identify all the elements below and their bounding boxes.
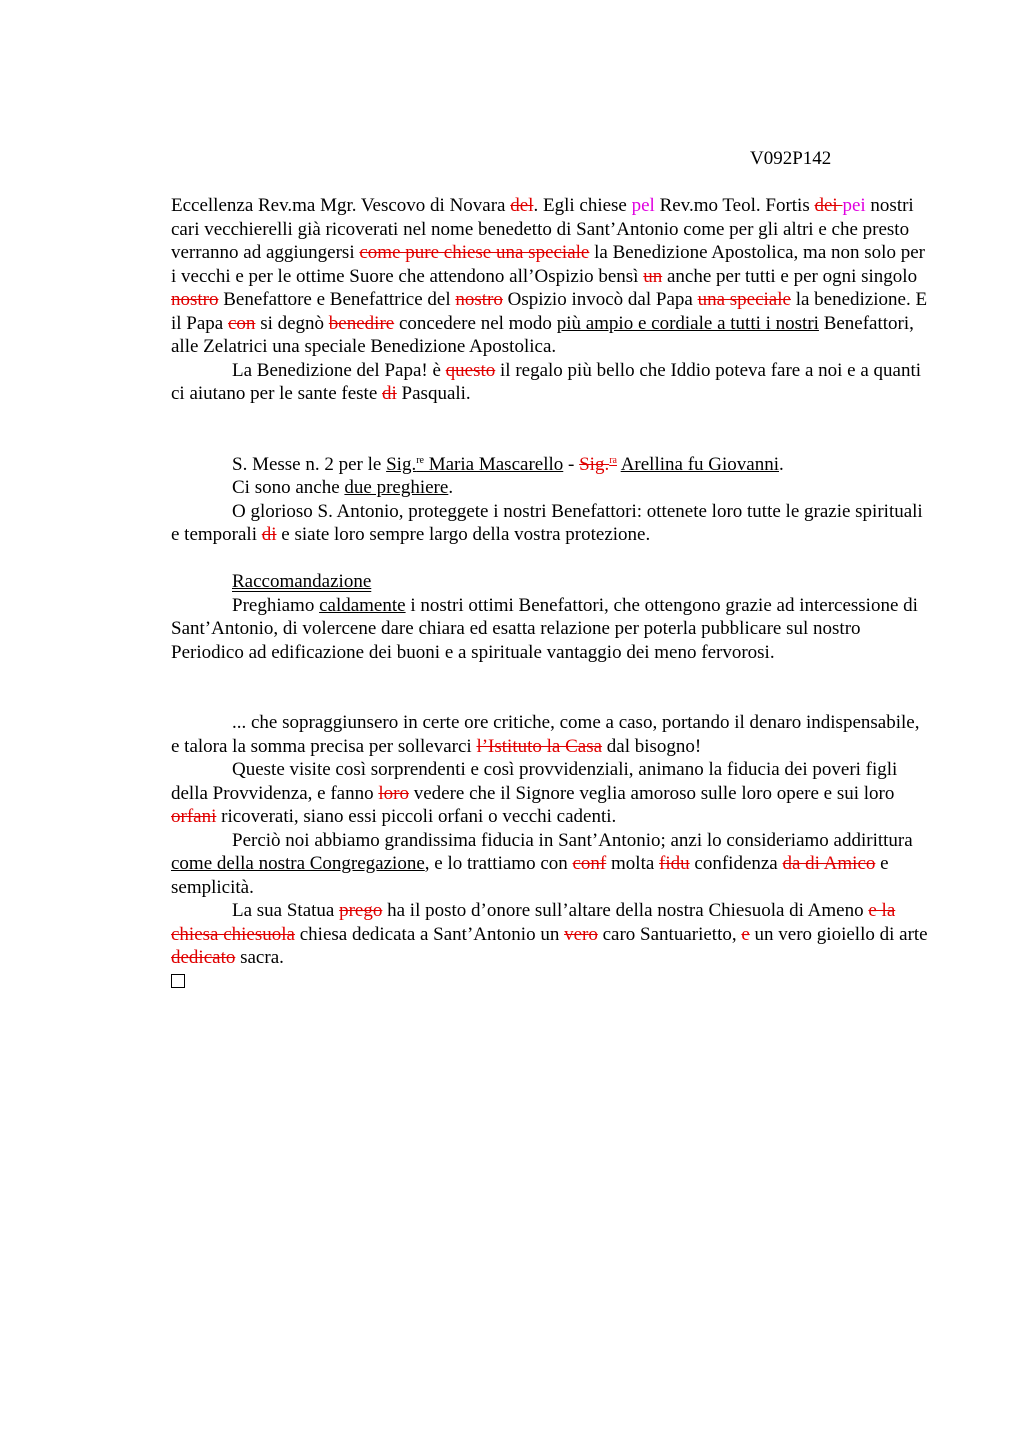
text: S. Messe n. 2 per le bbox=[232, 453, 387, 475]
text: Maria Mascarello bbox=[423, 453, 564, 475]
text: e semplicità. bbox=[171, 853, 889, 898]
deleted-text: di bbox=[261, 524, 277, 545]
text: La Benedizione del Papa! è bbox=[232, 359, 446, 381]
text: dal bisogno! bbox=[602, 735, 702, 757]
text: ricoverati, siano essi piccoli orfani o vecchi cadenti. bbox=[216, 806, 617, 827]
text: Sig. bbox=[579, 453, 610, 475]
paragraph-2 bbox=[171, 359, 931, 406]
underlined-text: Arellina fu Giovanni bbox=[620, 453, 779, 475]
section-heading bbox=[171, 570, 931, 594]
text: confidenza bbox=[689, 853, 783, 874]
paragraph-1 bbox=[171, 194, 931, 359]
deleted-text: conf bbox=[572, 853, 607, 874]
text: Eccellenza Rev.ma Mgr. Vescovo di Novara bbox=[171, 195, 511, 216]
text: Benefattore e Benefattrice del bbox=[218, 289, 456, 310]
text: sacra. bbox=[235, 947, 284, 968]
paragraph-5 bbox=[171, 500, 931, 547]
deleted-text: una speciale bbox=[697, 289, 791, 310]
superscript: re bbox=[416, 454, 424, 466]
deleted-text: da di Amico bbox=[782, 853, 876, 874]
underlined-text: come della nostra Congregazione bbox=[171, 853, 425, 874]
superscript: ra bbox=[609, 454, 617, 466]
deleted-text: l’Istituto la Casa bbox=[476, 735, 603, 757]
deleted-text: benedire bbox=[328, 312, 395, 334]
text: Perciò noi abbiamo grandissima fiducia in Sant’Antonio; anzi lo consideriamo addirittura bbox=[232, 829, 913, 851]
deleted-text: con bbox=[228, 312, 256, 334]
inserted-text: pel bbox=[631, 195, 655, 216]
paragraph-4 bbox=[171, 476, 931, 500]
text: ha il posto d’onore sull’altare della nostra Chiesuola di Ameno bbox=[382, 900, 869, 921]
deleted-text: orfani bbox=[171, 806, 217, 827]
inserted-text: pei bbox=[842, 195, 866, 216]
deleted-text: dei bbox=[814, 195, 843, 216]
square-icon bbox=[171, 974, 185, 988]
document-body bbox=[171, 194, 931, 994]
page-id: V092P142 bbox=[750, 148, 832, 169]
paragraph-7 bbox=[171, 594, 931, 665]
text: e siate loro sempre largo della vostra protezione. bbox=[276, 524, 651, 545]
deleted-text: come pure chiese una speciale bbox=[359, 242, 590, 263]
text: . bbox=[778, 453, 784, 475]
deleted-text: di bbox=[382, 383, 397, 404]
text: Queste visite così sorprendenti e così provvidenziali, animano la fiducia dei poveri figli della Provvidenza, e fanno bbox=[171, 759, 898, 804]
text: chiesa dedicata a Sant’Antonio un bbox=[294, 923, 565, 945]
deleted-text: un bbox=[643, 265, 663, 287]
text: . Egli chiese bbox=[533, 195, 632, 216]
underlined-text: più ampio e cordiale a tutti i nostri bbox=[556, 312, 819, 334]
deleted-text: prego bbox=[339, 900, 383, 921]
end-marker bbox=[171, 970, 931, 995]
heading-text: Raccomandazione bbox=[232, 571, 372, 592]
text: caro Santuarietto, bbox=[597, 923, 742, 945]
text: O glorioso S. Antonio, proteggete i nostri Benefattori: ottenete loro tutte le grazie spirituali e temporali bbox=[171, 500, 923, 545]
text: Ci sono anche bbox=[232, 477, 345, 498]
paragraph-9 bbox=[171, 758, 931, 829]
text: molta bbox=[606, 853, 660, 874]
deleted-text bbox=[579, 454, 617, 475]
text: vedere che il Signore veglia amoroso sulle loro opere e sui loro bbox=[408, 782, 895, 804]
paragraph-3 bbox=[171, 453, 931, 477]
text: i nostri ottimi Benefattori, che ottengono grazie ad intercessione di Sant’Antonio, di volercene dare chiara ed esatta relazione per poterla pubblicare sul nostro Periodico ad edificazione dei buoni e a spirituale vantaggio dei meno fervorosi. bbox=[171, 594, 918, 663]
deleted-text: nostro bbox=[455, 289, 503, 310]
text: si degnò bbox=[255, 312, 329, 334]
text: nostri cari vecchierelli già ricoverati nel nome benedetto di Sant’Antonio come per gli altri e che presto verranno ad aggiungersi bbox=[171, 195, 914, 263]
text: - bbox=[563, 453, 580, 475]
text: Sig. bbox=[386, 453, 417, 475]
text: , e lo trattiamo con bbox=[424, 853, 573, 874]
deleted-text: nostro bbox=[171, 289, 219, 310]
text: Pasquali. bbox=[396, 383, 471, 404]
deleted-text: e la chiesa chiesuola bbox=[171, 900, 896, 945]
deleted-text: fidu bbox=[659, 853, 690, 874]
deleted-text: loro bbox=[378, 782, 409, 804]
text: Benefattori, alle Zelatrici una speciale Benedizione Apostolica. bbox=[171, 312, 914, 357]
text: Preghiamo bbox=[232, 594, 320, 616]
text: concedere nel modo bbox=[394, 312, 557, 334]
text: La sua Statua bbox=[232, 900, 340, 921]
paragraph-10 bbox=[171, 829, 931, 900]
spacer bbox=[171, 547, 931, 571]
deleted-text: questo bbox=[445, 359, 496, 381]
deleted-text: dedicato bbox=[171, 947, 236, 968]
paragraph-11 bbox=[171, 899, 931, 970]
spacer bbox=[171, 406, 931, 453]
text: anche per tutti e per ogni singolo bbox=[662, 265, 918, 287]
text: la benedizione. E il Papa bbox=[171, 289, 928, 334]
text: . bbox=[448, 477, 454, 498]
text: un vero gioiello di arte bbox=[749, 923, 928, 945]
text: il regalo più bello che Iddio poteva fare a noi e a quanti ci aiutano per le sante feste bbox=[171, 359, 922, 404]
text: Rev.mo Teol. Fortis bbox=[654, 195, 815, 216]
text: Ospizio invocò dal Papa bbox=[502, 289, 698, 310]
underlined-text: due preghiere bbox=[344, 477, 449, 498]
spacer bbox=[171, 664, 931, 711]
text: ... che sopraggiunsero in certe ore critiche, come a caso, portando il denaro indispensabile, e talora la somma precisa per sollevarci bbox=[171, 712, 920, 757]
underlined-text: caldamente bbox=[319, 594, 406, 616]
deleted-text: e bbox=[741, 923, 750, 945]
paragraph-8 bbox=[171, 711, 931, 758]
deleted-text: vero bbox=[564, 923, 598, 945]
deleted-text: del bbox=[510, 195, 534, 216]
underlined-text bbox=[386, 454, 563, 475]
text: la Benedizione Apostolica, ma non solo per i vecchi e per le ottime Suore che attendono all’Ospizio bensì bbox=[171, 242, 925, 287]
